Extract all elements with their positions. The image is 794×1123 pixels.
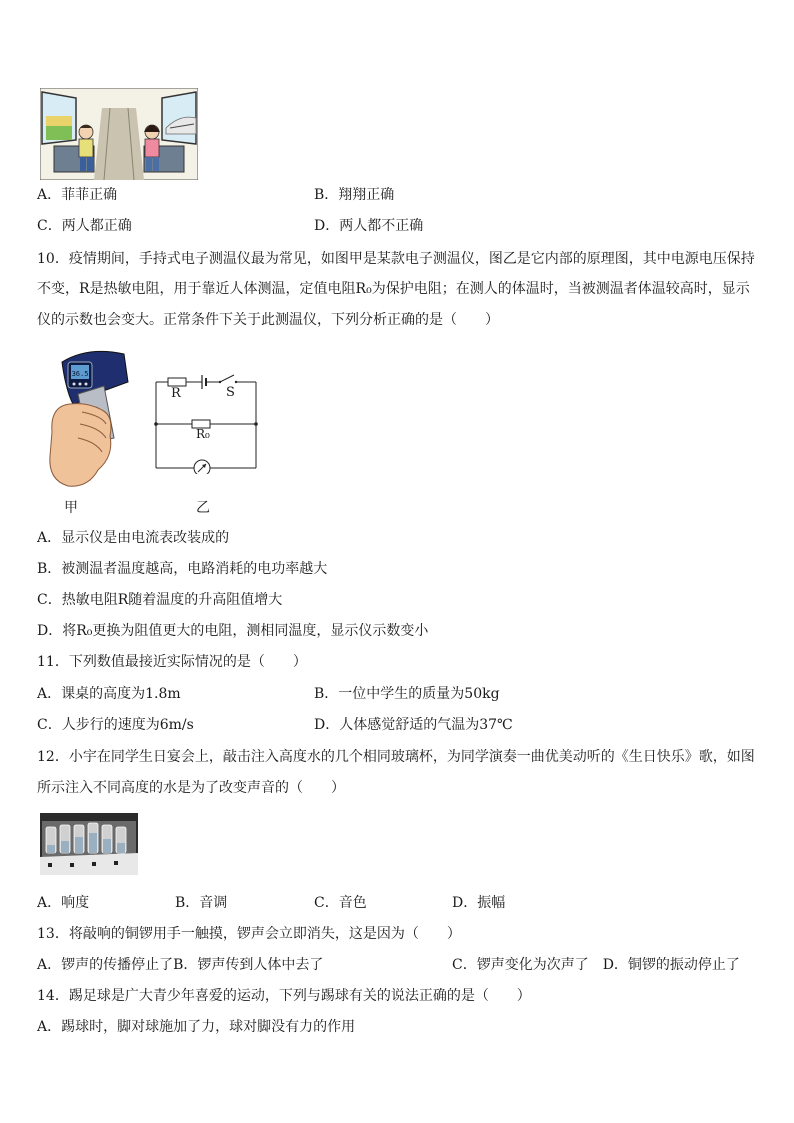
circuit-label-s: S	[226, 385, 235, 400]
q11-option-c: C．人步行的速度为6m/s	[37, 717, 194, 733]
q11-option-d: D．人体感觉舒适的气温为37℃	[314, 717, 513, 733]
q12-option-c: C．音色	[314, 895, 367, 911]
circuit-label-r: R	[171, 386, 181, 401]
q13-stem: 13．将敲响的铜锣用手一触摸，锣声会立即消失，这是因为（ ）	[37, 926, 461, 942]
q9-option-b: B．翔翔正确	[314, 187, 395, 203]
thermometer-screen-text: 36.5	[71, 370, 89, 378]
figure-label-yi: 乙	[196, 500, 210, 516]
water-glasses-figure	[40, 813, 138, 875]
q14-stem: 14．踢足球是广大青少年喜爱的运动，下列与踢球有关的说法正确的是（ ）	[37, 988, 531, 1004]
q9-option-c: C．两人都正确	[37, 218, 132, 234]
q11-option-b: B．一位中学生的质量为50kg	[314, 686, 500, 702]
q11-option-a: A．课桌的高度为1.8m	[37, 686, 181, 702]
figure-label-jia: 甲	[64, 500, 78, 516]
circuit-label-r0: R₀	[196, 427, 210, 441]
q10-option-c: C．热敏电阻R随着温度的升高阻值增大	[37, 592, 283, 608]
q10-option-b: B．被测温者温度越高，电路消耗的电功率越大	[37, 561, 328, 577]
q11-stem: 11．下列数值最接近实际情况的是（ ）	[37, 654, 307, 670]
q10-option-d: D．将R₀更换为阻值更大的电阻，测相同温度，显示仪示数变小	[37, 623, 429, 639]
q12-option-b: B．音调	[175, 895, 228, 911]
q14-option-a: A．踢球时，脚对球施加了力，球对脚没有力的作用	[37, 1019, 356, 1035]
q13-option-cd: C．锣声变化为次声了 D．铜锣的振动停止了	[452, 957, 740, 973]
train-carriage-figure	[40, 88, 198, 180]
q9-option-d: D．两人都不正确	[314, 218, 424, 234]
q10-option-a: A．显示仪是由电流表改装成的	[37, 530, 230, 546]
circuit-diagram-figure	[150, 372, 262, 474]
q10-stem-line3: 仪的示数也会变大。正常条件下关于此测温仪，下列分析正确的是（ ）	[37, 312, 499, 328]
thermometer-gun-figure	[44, 346, 134, 492]
q12-stem-line2: 所示注入不同高度的水是为了改变声音的（ ）	[37, 780, 345, 796]
q12-stem-line1: 12．小宇在同学生日宴会上，敲击注入高度水的几个相同玻璃杯，为同学演奏一曲优美动听的《生日快乐》歌，如图	[37, 749, 755, 765]
q12-option-a: A．响度	[37, 895, 90, 911]
q13-option-ab: A．锣声的传播停止了B．锣声传到人体中去了	[37, 957, 324, 973]
q10-stem-line1: 10．疫情期间，手持式电子测温仪最为常见，如图甲是某款电子测温仪，图乙是它内部的原理图，其中电源电压保持	[37, 251, 755, 267]
q10-stem-line2: 不变，R是热敏电阻，用于靠近人体测温，定值电阻R₀为保护电阻；在测人的体温时，当被测温者体温较高时，显示	[37, 281, 750, 297]
q12-option-d: D．振幅	[452, 895, 506, 911]
q9-option-a: A．菲菲正确	[37, 187, 118, 203]
